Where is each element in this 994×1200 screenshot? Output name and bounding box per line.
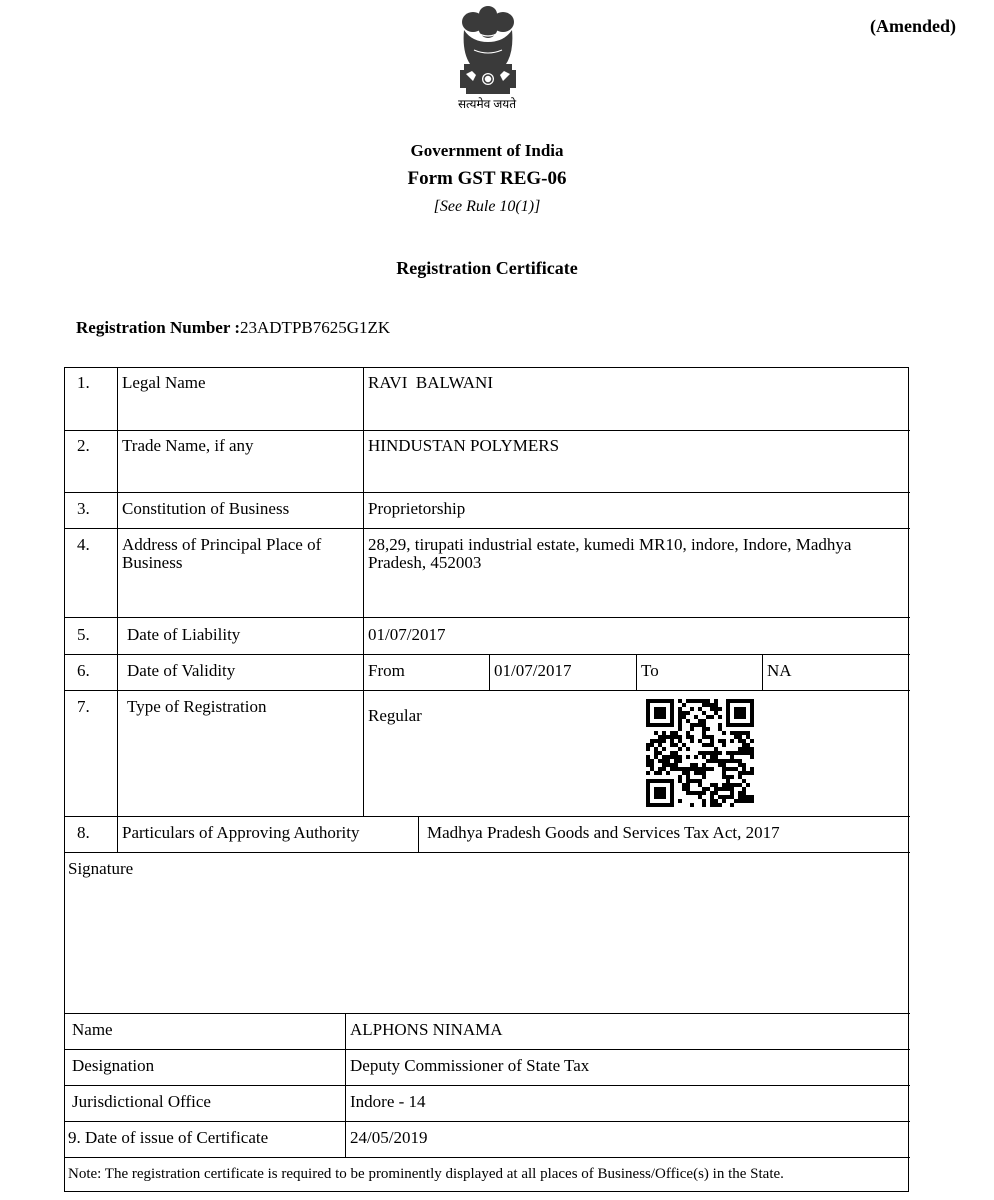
row-divider [64,690,910,691]
row-number: 8. [77,823,90,842]
row-divider [64,1121,910,1122]
approving-authority-value: Madhya Pradesh Goods and Services Tax Act, 2017 [427,823,780,842]
date-of-liability-value: 01/07/2017 [368,625,446,644]
jurisdictional-office-label: Jurisdictional Office [72,1092,211,1111]
row-divider [64,617,910,618]
officer-name-value: ALPHONS NINAMA [350,1020,503,1039]
row-divider [64,528,910,529]
legal-name-value: RAVI BALWANI [368,373,493,392]
registration-number-label: Registration Number : [76,318,240,337]
display-note: Note: The registration certificate is required to be prominently displayed at all places of Business/Office(s) in the State. [68,1166,784,1182]
row-divider [64,492,910,493]
date-of-liability-label: Date of Liability [127,625,241,644]
certificate-title: Registration Certificate [396,258,578,278]
row-divider [64,430,910,431]
row-number: 1. [77,373,90,392]
officer-name-label: Name [72,1020,113,1039]
signature-label: Signature [68,859,134,878]
date-of-validity-label: Date of Validity [127,661,236,680]
row-number: 6. [77,661,90,680]
row-divider [64,1157,910,1158]
column-divider [117,367,118,852]
row-divider [64,1013,910,1014]
constitution-label: Constitution of Business [122,499,290,518]
column-divider [636,654,637,690]
column-divider [489,654,490,690]
registration-type-label: Type of Registration [127,697,267,716]
validity-from-value: 01/07/2017 [494,661,572,680]
registration-number-value: 23ADTPB7625G1ZK [240,318,391,337]
issue-date-label: 9. Date of issue of Certificate [68,1128,269,1147]
row-number: 3. [77,499,90,518]
address-label: Address of Principal Place of Business [122,535,322,572]
row-divider [64,1085,910,1086]
designation-value: Deputy Commissioner of State Tax [350,1056,590,1075]
registration-type-value: Regular [368,706,422,725]
row-divider [64,1049,910,1050]
registration-number [76,318,390,338]
emblem-motto: सत्यमेव जयते [457,97,517,111]
address-value: 28,29, tirupati industrial estate, kumedi MR10, indore, Indore, Madhya Pradesh, 452003 [368,535,852,572]
row-number: 5. [77,625,90,644]
amended-label: (Amended) [870,16,956,36]
issue-date-value: 24/05/2019 [350,1128,428,1147]
jurisdictional-office-value: Indore - 14 [350,1092,426,1111]
row-number: 2. [77,436,90,455]
trade-name-label: Trade Name, if any [122,436,254,455]
qr-code-icon [646,699,754,807]
row-number: 7. [77,697,90,716]
validity-to-value: NA [767,661,792,680]
column-divider [363,367,364,816]
row-divider [64,654,910,655]
row-divider [64,852,910,853]
constitution-value: Proprietorship [368,499,466,518]
trade-name-value: HINDUSTAN POLYMERS [368,436,560,455]
form-title: Form GST REG-06 [407,168,567,189]
row-number: 4. [77,535,90,554]
rule-reference: [See Rule 10(1)] [433,198,541,215]
validity-from-label: From [368,661,405,680]
column-divider [418,816,419,852]
validity-to-label: To [641,661,659,680]
approving-authority-label: Particulars of Approving Authority [122,823,360,842]
column-divider [345,1013,346,1157]
designation-label: Designation [72,1056,155,1075]
government-title: Government of India [410,141,564,160]
legal-name-label: Legal Name [122,373,206,392]
column-divider [762,654,763,690]
row-divider [64,816,910,817]
